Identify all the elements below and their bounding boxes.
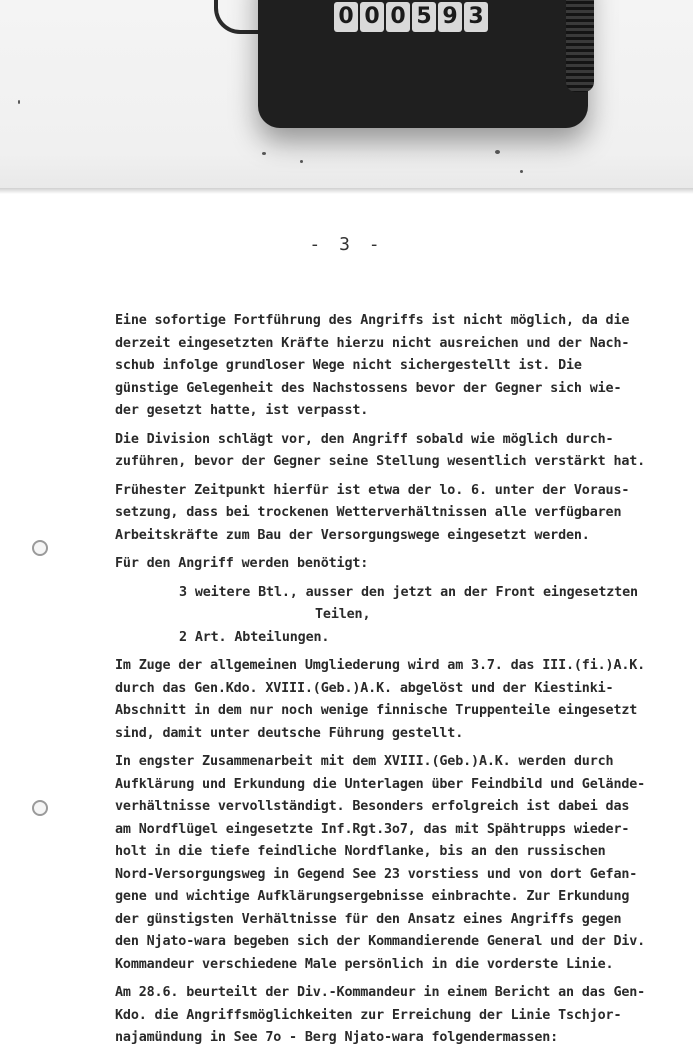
- text-line: najamündung in See 7o - Berg Njato-wara folgendermassen:: [115, 1030, 559, 1045]
- counter-digit: 0: [360, 2, 384, 32]
- paragraph: [115, 429, 687, 474]
- text-line: Im Zuge der allgemeinen Umgliederung wird am 3.7. das III.(fi.)A.K.: [115, 658, 646, 673]
- text-line: Eine sofortige Fortführung des Angriffs ist nicht möglich, da die: [115, 313, 630, 328]
- text-line: Frühester Zeitpunkt hierfür ist etwa der lo. 6. unter der Voraus-: [115, 482, 630, 498]
- text-line: schub infolge grundloser Wege nicht sichergestellt ist. Die: [115, 358, 582, 373]
- paragraph: [115, 582, 687, 650]
- paragraph: [115, 655, 687, 745]
- text-line: den Njato-wara begeben sich der Kommandierende General und der Div.: [115, 934, 646, 949]
- paragraph: [115, 310, 687, 423]
- text-line: derzeit eingesetzten Kräfte hierzu nicht ausreichen und der Nach-: [115, 335, 630, 351]
- text-line: In engster Zusammenarbeit mit dem XVIII.(Geb.)A.K. werden durch: [115, 754, 614, 769]
- text-line: 2 Art. Abteilungen.: [179, 629, 330, 645]
- text-line: sind, damit unter deutsche Führung gestellt.: [115, 725, 464, 741]
- text-line: gene und wichtige Aufklärungsergebnisse einbrachte. Zur Erkundung: [115, 889, 630, 904]
- dust-speck: [300, 160, 303, 163]
- text-line: günstige Gelegenheit des Nachstossens bevor der Gegner sich wie-: [115, 380, 622, 396]
- text-line: Am 28.6. beurteilt der Div.-Kommandeur in einem Bericht an das Gen-: [115, 985, 646, 1000]
- counter-knob: [566, 0, 594, 92]
- text-line: Nord-Versorgungsweg in Gegend See 23 vorstiess und von dort Gefan-: [115, 866, 638, 882]
- frame-counter-digits: [334, 2, 488, 32]
- text-line: verhältnisse vervollständigt. Besonders erfolgreich ist dabei das: [115, 799, 630, 814]
- document-body: [115, 310, 687, 1056]
- text-line: Für den Angriff werden benötigt:: [115, 556, 369, 571]
- text-line: Arbeitskräfte zum Bau der Versorgungswege eingesetzt werden.: [115, 527, 590, 543]
- dust-speck: [262, 152, 266, 155]
- text-line: Teilen,: [315, 607, 371, 622]
- counter-digit: 5: [412, 2, 436, 32]
- paragraph: [115, 480, 687, 548]
- paragraph: [115, 553, 687, 576]
- punch-hole: [32, 540, 48, 556]
- text-line: der günstigsten Verhältnisse für den Ansatz eines Angriffs gegen: [115, 911, 622, 927]
- text-line: am Nordflügel eingesetzte Inf.Rgt.3o7, das mit Spähtrupps wieder-: [115, 821, 630, 837]
- text-line: Aufklärung und Erkundung die Unterlagen über Feindbild und Gelände-: [115, 776, 646, 792]
- text-line: durch das Gen.Kdo. XVIII.(Geb.)A.K. abgelöst und der Kiestinki-: [115, 680, 614, 696]
- counter-digit: 9: [438, 2, 462, 32]
- text-line: Die Division schlägt vor, den Angriff sobald wie möglich durch-: [115, 431, 614, 447]
- text-line: Kdo. die Angriffsmöglichkeiten zur Erreichung der Linie Tschjor-: [115, 1007, 622, 1023]
- text-line: zuführen, bevor der Gegner seine Stellung wesentlich verstärkt hat.: [115, 454, 646, 469]
- dust-speck: [520, 170, 523, 173]
- counter-digit: 0: [386, 2, 410, 32]
- paragraph: [115, 751, 687, 976]
- dust-speck: [495, 150, 500, 154]
- dust-speck: [18, 100, 20, 104]
- scan-header-area: [0, 0, 693, 192]
- counter-digit: 0: [334, 2, 358, 32]
- text-line: Abschnitt in dem nur noch wenige finnische Truppenteile eingesetzt: [115, 703, 638, 718]
- text-line: holt in die tiefe feindliche Nordflanke, bis an den russischen: [115, 844, 606, 859]
- punch-hole: [32, 800, 48, 816]
- page-edge: [0, 188, 693, 194]
- text-line: 3 weitere Btl., ausser den jetzt an der Front eingesetzten: [179, 584, 638, 600]
- text-line: der gesetzt hatte, ist verpasst.: [115, 403, 369, 418]
- counter-digit: 3: [464, 2, 488, 32]
- text-line: setzung, dass bei trockenen Wetterverhältnissen alle verfügbaren: [115, 505, 622, 520]
- page-number: - 3 -: [309, 234, 384, 255]
- text-line: Kommandeur verschiedene Male persönlich in die vorderste Linie.: [115, 956, 614, 972]
- paragraph: [115, 982, 687, 1050]
